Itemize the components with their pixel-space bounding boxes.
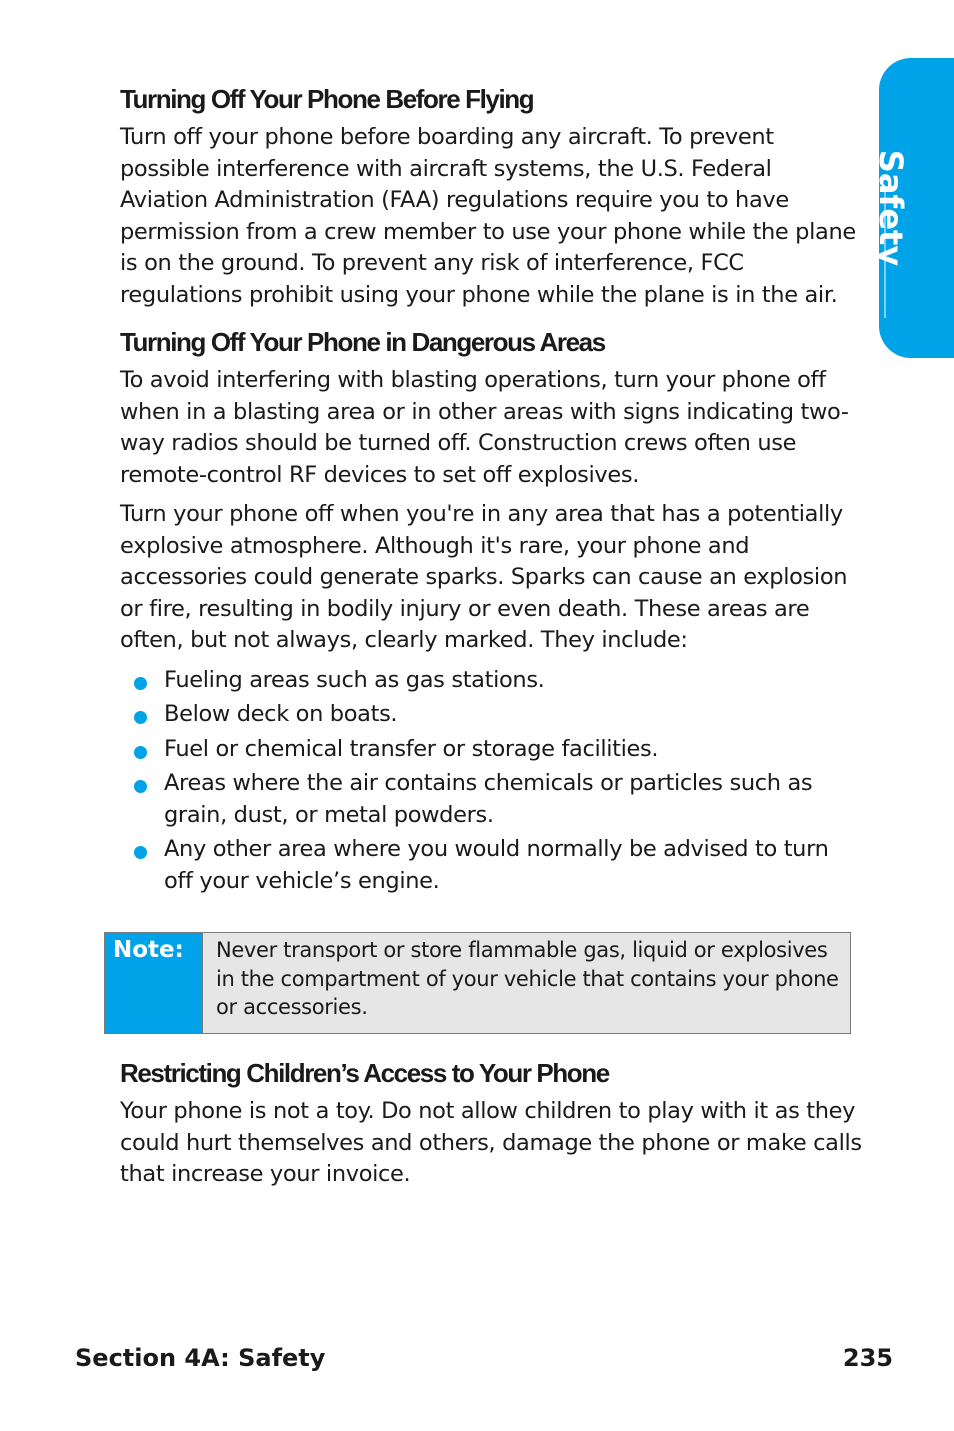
main-content (120, 82, 862, 900)
paragraph-children: Your phone is not a toy. Do not allow children to play with it as they could hurt themselves and others, damage the phone or make calls that increase your invoice. (120, 1098, 862, 1187)
list-item: Areas where the air contains chemicals or particles such as grain, dust, or metal powders. (164, 768, 862, 831)
page-footer (75, 1344, 893, 1372)
paragraph-explosive-atmosphere: Turn your phone off when you're in any area that has a potentially explosive atmosphere. Although it's rare, your phone and accessories could generate sparks. Sparks can cause an explosion or fire, resulting in bodily injury or even death. These areas are often, but not always, clearly marked. They include: (120, 501, 848, 653)
note-label: Note: (105, 933, 203, 1033)
list-item: Any other area where you would normally be advised to turn off your vehicle’s engine. (164, 834, 862, 897)
page-number: 235 (842, 1344, 893, 1372)
heading-flying: Turning Off Your Phone Before Flying (120, 84, 534, 114)
paragraph-blasting: To avoid interfering with blasting operations, turn your phone off when in a blasting area or in other areas with signs indicating two-way radios should be turned off. Construction crews often use remote-control RF devices to set off explosives. (120, 367, 849, 488)
list-item: Fueling areas such as gas stations. (164, 665, 862, 697)
heading-children-access: Restricting Children’s Access to Your Phone (120, 1058, 609, 1088)
list-item: Below deck on boats. (164, 699, 862, 731)
note-text: Never transport or store flammable gas, liquid or explosives in the compartment of your vehicle that contains your phone or accessories. (216, 938, 839, 1019)
paragraph-flying: Turn off your phone before boarding any aircraft. To prevent possible interference with aircraft systems, the U.S. Federal Aviation Administration (FAA) regulations require you to have permission from a crew member to use your phone while the plane is on the ground. To prevent any risk of interference, FCC regulations prohibit using your phone while the plane is in the air. (120, 124, 856, 308)
note-box (104, 932, 851, 1034)
side-tab-label: Safety (872, 149, 910, 267)
list-item: Fuel or chemical transfer or storage facilities. (164, 734, 862, 766)
hazard-list (120, 665, 862, 898)
heading-dangerous-areas: Turning Off Your Phone in Dangerous Areas (120, 327, 605, 357)
children-section (120, 1056, 862, 1199)
footer-section-title: Section 4A: Safety (75, 1344, 326, 1372)
